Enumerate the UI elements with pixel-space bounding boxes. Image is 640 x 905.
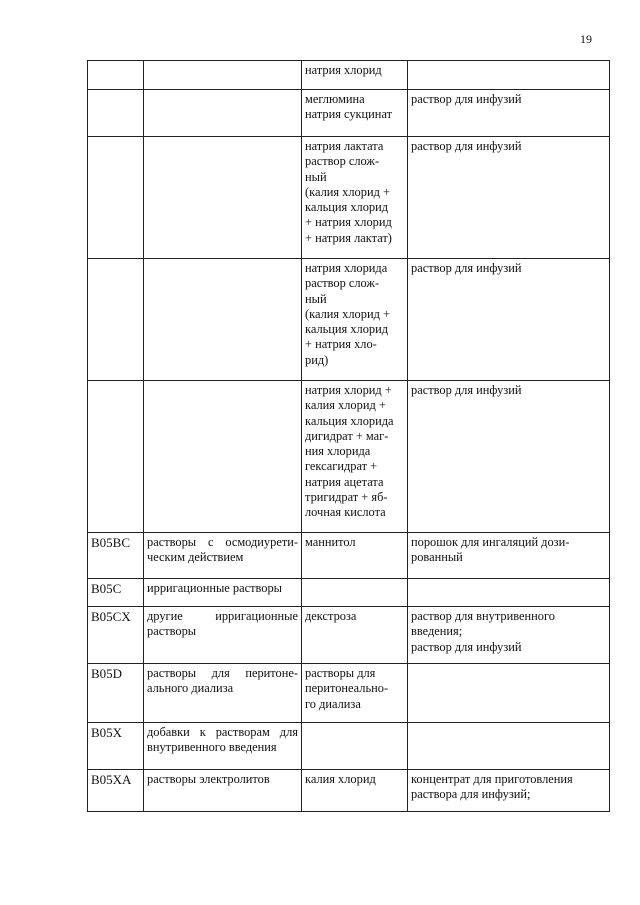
drug-name-line: перитонеально- (305, 681, 389, 696)
dosage-form-cell (408, 664, 610, 723)
drug-name-line: натрия ацетата (305, 474, 384, 489)
drug-name-line: кальция хлорида (305, 413, 394, 428)
description-cell (144, 533, 302, 579)
dosage-form-cell (408, 533, 610, 579)
page-number: 19 (580, 32, 592, 46)
description-line: ального диализа (147, 681, 234, 696)
description-line: растворы (147, 624, 197, 639)
description-cell (144, 579, 302, 607)
drug-name-line: дигидрат + маг- (305, 428, 389, 443)
description-cell (144, 770, 302, 812)
drug-name-line: натрия сукцинат (305, 107, 393, 122)
description-cell (144, 259, 302, 381)
drug-name-line: натрия хлорид (305, 63, 382, 77)
drug-classification-table (87, 60, 610, 812)
table-row (88, 90, 610, 137)
drug-name-line: раствор слож- (305, 154, 380, 169)
dosage-form-cell (408, 723, 610, 770)
description-line: другие ирригационные (147, 609, 298, 623)
description-line: внутривенного введения (147, 740, 277, 755)
drug-name-line: натрия хлорида (305, 261, 388, 275)
dosage-form-line: раствор для инфузий (411, 261, 522, 275)
drug-name-line: лочная кислота (305, 505, 386, 520)
dosage-form-cell (408, 90, 610, 137)
drug-name-line: кальция хлорид (305, 322, 389, 337)
atc-code-cell (88, 61, 144, 90)
description-line: растворы для перитоне- (147, 666, 298, 680)
drug-name-line: (калия хлорид + (305, 184, 390, 199)
description-line: ирригационные растворы (147, 581, 282, 595)
drug-name-cell (302, 61, 408, 90)
table-row (88, 61, 610, 90)
dosage-form-line: раствор для внутривенного (411, 609, 555, 623)
atc-code-cell (88, 533, 144, 579)
drug-name-cell (302, 533, 408, 579)
atc-code: B05C (91, 581, 122, 596)
drug-name-line: меглюмина (305, 92, 365, 106)
atc-code-cell (88, 664, 144, 723)
drug-name-cell (302, 723, 408, 770)
drug-name-line: калия хлорид (305, 772, 376, 786)
drug-name-line: гексагидрат + (305, 459, 378, 474)
drug-name-line: ный (305, 291, 327, 306)
drug-name-line: декстроза (305, 609, 357, 623)
drug-name-line: рид) (305, 352, 329, 367)
drug-name-cell (302, 770, 408, 812)
atc-code: B05X (91, 725, 123, 740)
drug-name-line: + натрия лактат) (305, 230, 392, 245)
drug-name-cell (302, 90, 408, 137)
dosage-form-line: раствора для инфузий; (411, 787, 531, 802)
atc-code-cell (88, 579, 144, 607)
table-body (88, 61, 610, 812)
atc-code-cell (88, 381, 144, 533)
description-line: добавки к растворам для (147, 725, 298, 739)
table-row (88, 579, 610, 607)
drug-name-cell (302, 579, 408, 607)
drug-name-cell (302, 381, 408, 533)
description-line: растворы с осмодиурети- (147, 535, 298, 549)
drug-name-line: тригидрат + яб- (305, 490, 388, 505)
atc-code: B05CX (91, 609, 131, 624)
drug-name-line: + натрия хлорид (305, 215, 392, 230)
description-cell (144, 607, 302, 664)
dosage-form-cell (408, 381, 610, 533)
atc-code-cell (88, 723, 144, 770)
drug-name-line: раствор слож- (305, 276, 380, 291)
description-cell (144, 137, 302, 259)
dosage-form-line: рованный (411, 550, 463, 565)
description-cell (144, 664, 302, 723)
drug-name-line: го диализа (305, 696, 361, 711)
description-cell (144, 723, 302, 770)
dosage-form-line: раствор для инфузий (411, 139, 522, 153)
table-row (88, 533, 610, 579)
dosage-form-line: раствор для инфузий (411, 383, 522, 397)
drug-name-cell (302, 137, 408, 259)
drug-name-line: растворы для (305, 666, 376, 680)
drug-name-line: + натрия хло- (305, 337, 377, 352)
drug-name-cell (302, 607, 408, 664)
table-row (88, 664, 610, 723)
drug-name-cell (302, 259, 408, 381)
description-line: растворы электролитов (147, 772, 270, 786)
dosage-form-cell (408, 579, 610, 607)
drug-name-line: калия хлорид + (305, 398, 386, 413)
dosage-form-line: концентрат для приготовления (411, 772, 573, 786)
description-line: ческим действием (147, 550, 244, 565)
description-cell (144, 61, 302, 90)
drug-name-line: маннитол (305, 535, 356, 549)
dosage-form-cell (408, 770, 610, 812)
table-row (88, 137, 610, 259)
description-cell (144, 381, 302, 533)
table-row (88, 381, 610, 533)
dosage-form-line: порошок для ингаляций дози- (411, 535, 570, 549)
drug-name-line: (калия хлорид + (305, 306, 390, 321)
dosage-form-cell (408, 137, 610, 259)
table-row (88, 723, 610, 770)
drug-name-cell (302, 664, 408, 723)
atc-code-cell (88, 770, 144, 812)
dosage-form-cell (408, 607, 610, 664)
table-row (88, 770, 610, 812)
drug-name-line: ния хлорида (305, 444, 371, 459)
dosage-form-line: раствор для инфузий (411, 639, 522, 654)
atc-code-cell (88, 607, 144, 664)
drug-name-line: ный (305, 169, 327, 184)
table-row (88, 259, 610, 381)
atc-code: B05XA (91, 772, 132, 787)
drug-name-line: натрия лактата (305, 139, 384, 153)
dosage-form-line: введения; (411, 624, 463, 639)
atc-code-cell (88, 259, 144, 381)
table-row (88, 607, 610, 664)
dosage-form-cell (408, 61, 610, 90)
atc-code-cell (88, 90, 144, 137)
description-cell (144, 90, 302, 137)
drug-name-line: кальция хлорид (305, 200, 389, 215)
drug-name-line: натрия хлорид + (305, 383, 392, 397)
atc-code-cell (88, 137, 144, 259)
atc-code: B05D (91, 666, 123, 681)
dosage-form-line: раствор для инфузий (411, 92, 522, 106)
dosage-form-cell (408, 259, 610, 381)
atc-code: B05BC (91, 535, 131, 550)
